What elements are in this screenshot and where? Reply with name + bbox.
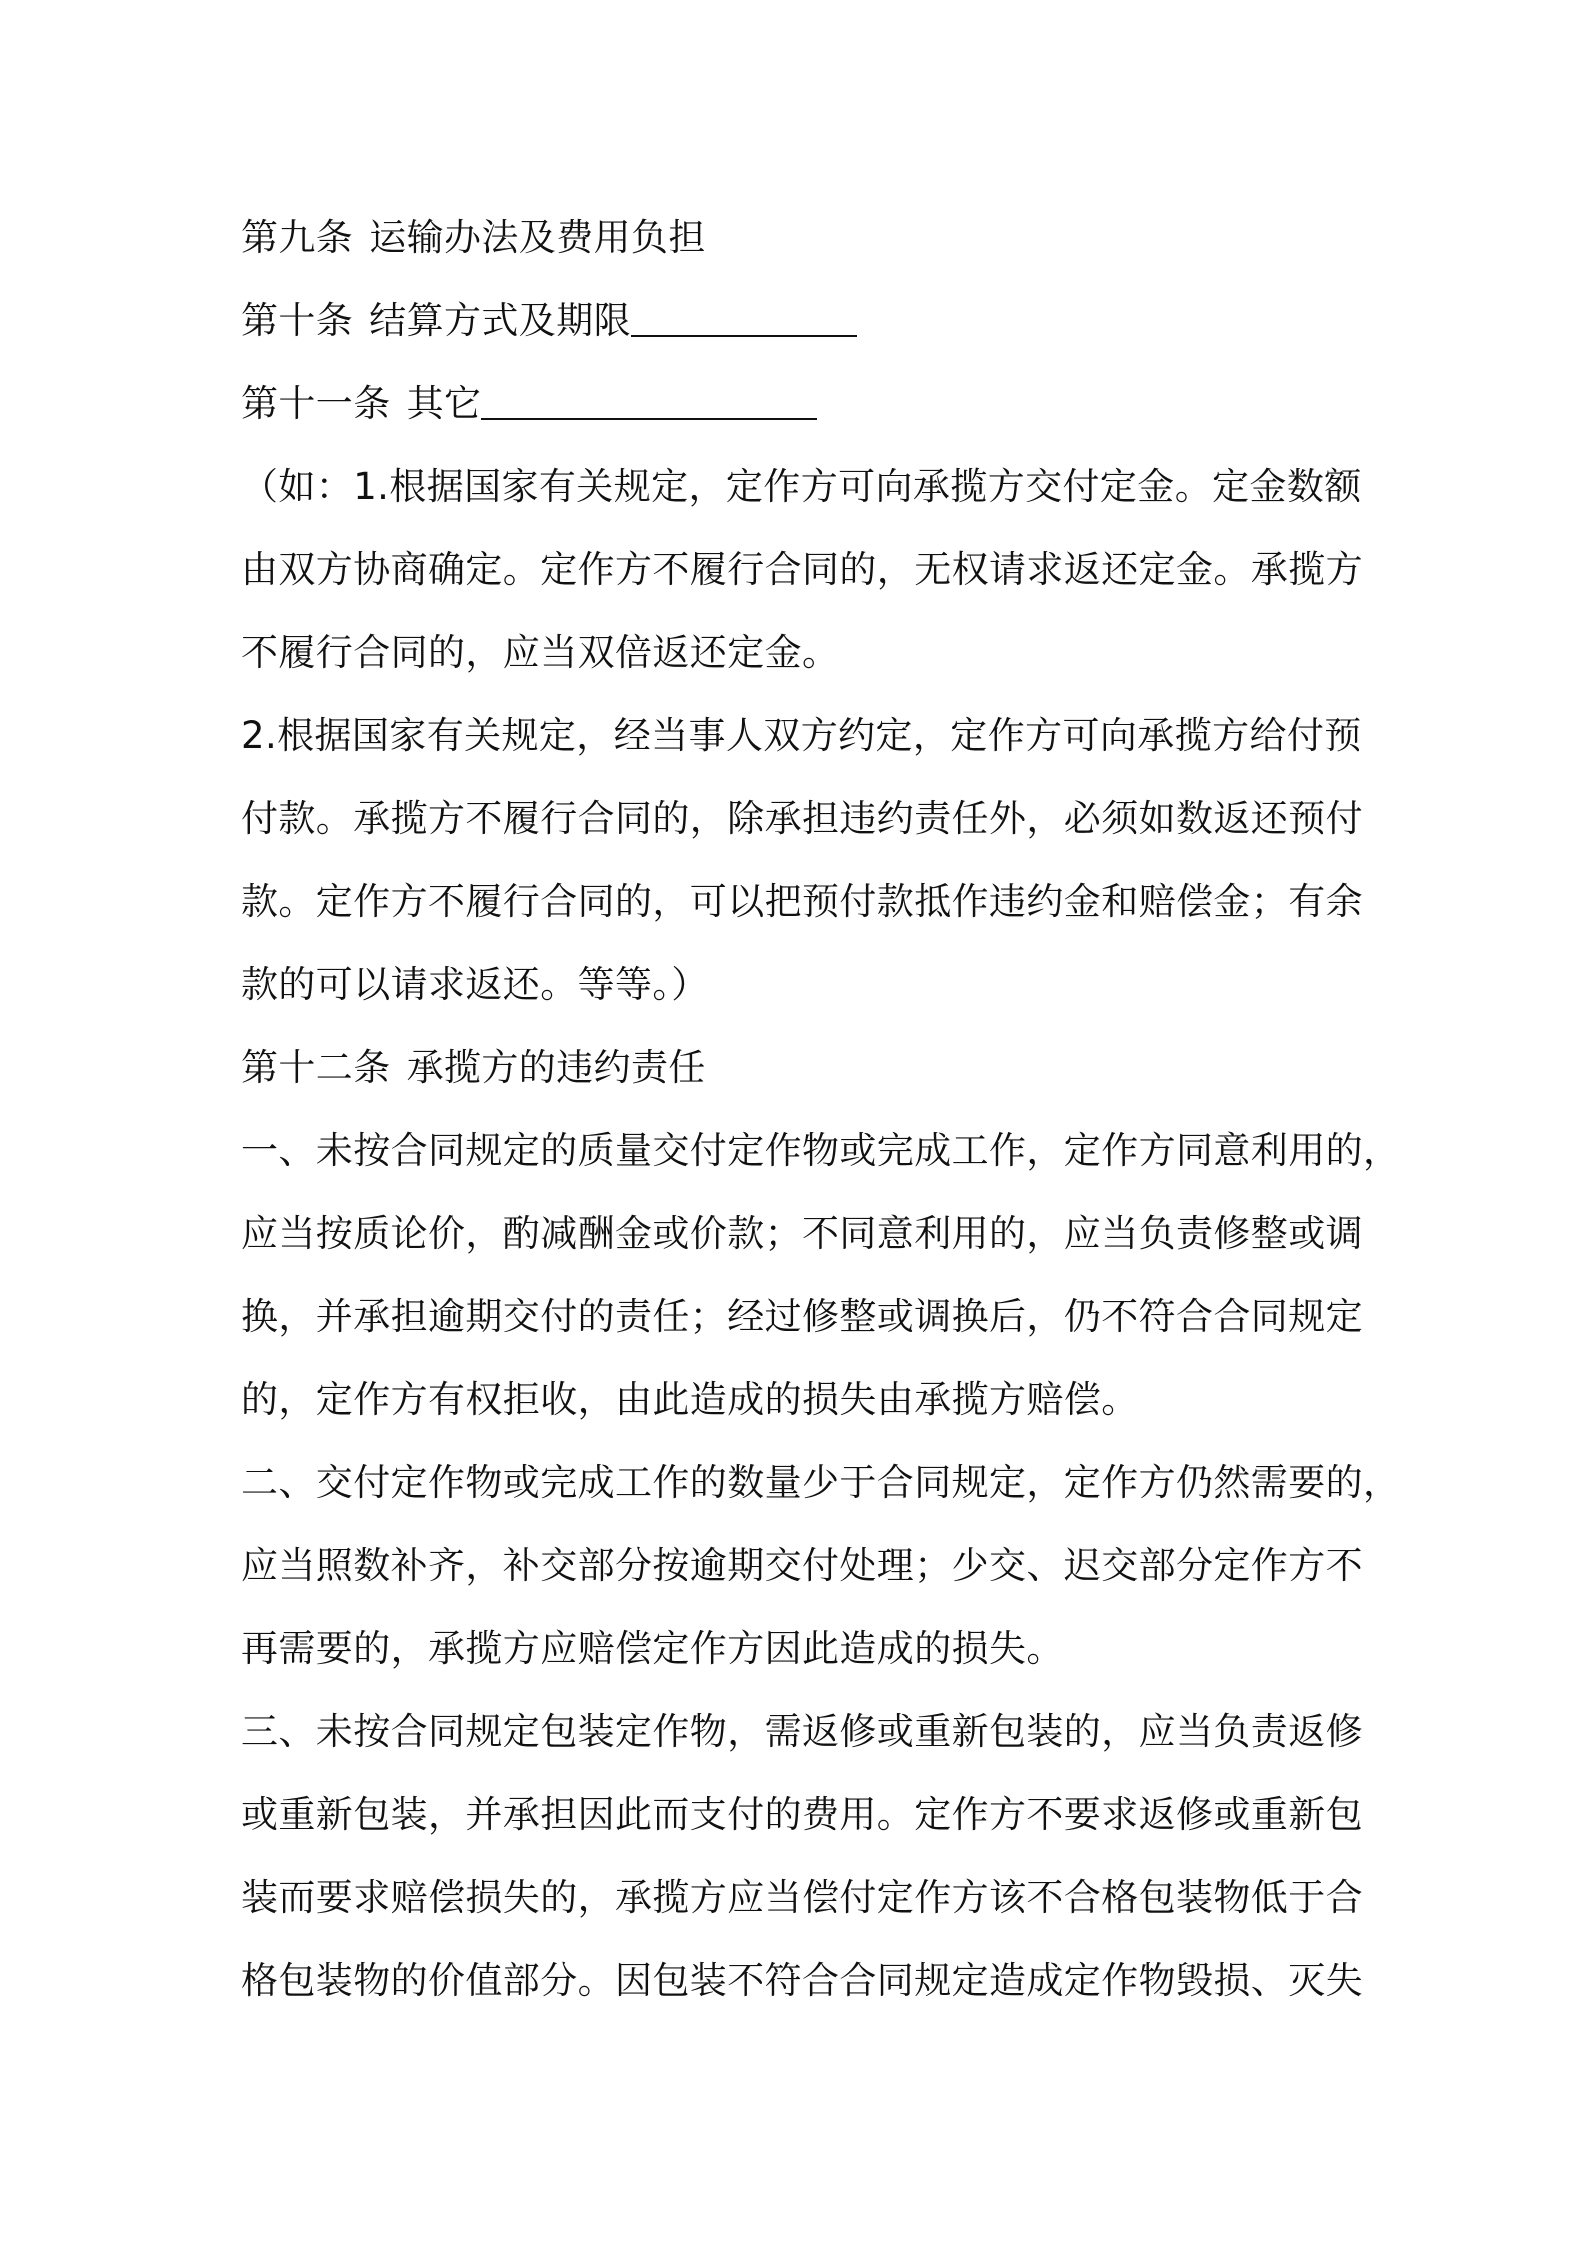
clause-3-line: 装而要求赔偿损失的，承揽方应当偿付定作方该不合格包装物低于合: [241, 1876, 1363, 1919]
clause-3: [241, 1690, 1363, 2022]
article-12-title: 承揽方的违约责任: [406, 1046, 706, 1089]
clause-3-line: 或重新包装，并承担因此而支付的费用。定作方不要求返修或重新包: [241, 1793, 1363, 1836]
note-line: （如：1.根据国家有关规定，定作方可向承揽方交付定金。定金数额: [241, 465, 1362, 508]
clause-1-line: 应当按质论价，酌减酬金或价款；不同意利用的，应当负责修整或调: [241, 1212, 1363, 1255]
article-11-fill-blank: [481, 388, 817, 420]
article-12-number: 第十二条: [241, 1046, 391, 1089]
article-10-title: 结算方式及期限: [369, 299, 632, 342]
note-line: 不履行合同的，应当双倍返还定金。: [241, 631, 840, 674]
clause-2-line: 应当照数补齐，补交部分按逾期交付处理；少交、迟交部分定作方不: [241, 1544, 1363, 1587]
clause-3-line: 格包装物的价值部分。因包装不符合合同规定造成定作物毁损、灭失: [241, 1959, 1363, 2002]
clause-3-line: 三、未按合同规定包装定作物，需返修或重新包装的，应当负责返修: [241, 1710, 1363, 1753]
clause-1-line: 一、未按合同规定的质量交付定作物或完成工作，定作方同意利用的，: [241, 1129, 1401, 1172]
clause-1: [241, 1109, 1401, 1441]
note-line: 款的可以请求返还。等等。）: [241, 963, 709, 1006]
note-line: 2.根据国家有关规定，经当事人双方约定，定作方可向承揽方给付预: [241, 714, 1362, 757]
article-12-heading: [241, 1026, 1356, 1109]
note-line: 由双方协商确定。定作方不履行合同的，无权请求返还定金。承揽方: [241, 548, 1363, 591]
article-9-heading: [241, 196, 1356, 279]
clause-2-line: 再需要的，承揽方应赔偿定作方因此造成的损失。: [241, 1627, 1064, 1670]
document-body: [241, 196, 1401, 2022]
clause-1-line: 换，并承担逾期交付的责任；经过修整或调换后，仍不符合合同规定: [241, 1295, 1363, 1338]
note-line: 付款。承揽方不履行合同的，除承担违约责任外，必须如数返还预付: [241, 797, 1363, 840]
article-11-title: 其它: [406, 382, 482, 425]
article-10-number: 第十条: [241, 299, 354, 342]
clause-1-line: 的，定作方有权拒收，由此造成的损失由承揽方赔偿。: [241, 1378, 1139, 1421]
clause-2: [241, 1441, 1401, 1690]
article-10-fill-blank: [631, 305, 857, 337]
article-10-heading: [241, 279, 1356, 362]
article-11-number: 第十一条: [241, 382, 391, 425]
article-9-title: 运输办法及费用负担: [369, 216, 706, 259]
article-11-note: [241, 445, 1363, 1026]
note-line: 款。定作方不履行合同的，可以把预付款抵作违约金和赔偿金；有余: [241, 880, 1363, 923]
article-9-number: 第九条: [241, 216, 354, 259]
clause-2-line: 二、交付定作物或完成工作的数量少于合同规定，定作方仍然需要的，: [241, 1461, 1401, 1504]
article-11-heading: [241, 362, 1356, 445]
